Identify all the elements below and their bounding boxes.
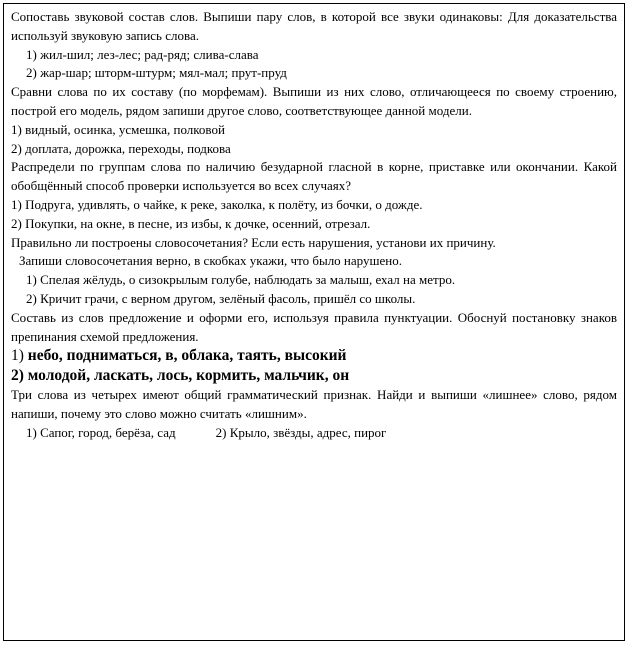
task-5-item-1-number: 1)	[11, 347, 24, 365]
task-1-item-1: 1) жил-шил; лез-лес; рад-ряд; слива-слава	[26, 46, 259, 62]
task-6-item-2: 2) Крыло, звёзды, адрес, пирог	[215, 424, 387, 440]
task-2-item-2: 2) доплата, дорожка, переходы, подкова	[11, 140, 231, 156]
task-4-intro: Правильно ли построены словосочетания? Если есть нарушения, установи их причину.	[11, 234, 496, 250]
task-1-intro: Сопоставь звуковой состав слов. Выпиши пару слов, в которой все звуки одинаковы: Для доказательства используй звуковую запись слова.	[11, 9, 617, 43]
task-5-item-1-words: небо, подниматься, в, облака, таять, высокий	[27, 347, 347, 365]
task-4-subtext: Запиши словосочетания верно, в скобках укажи, что было нарушено.	[19, 253, 402, 269]
text-frame	[3, 3, 625, 641]
worksheet	[11, 8, 617, 443]
task-5-item-2	[11, 366, 617, 386]
task-2-intro: Сравни слова по их составу (по морфемам). Выпиши из них слово, отличающееся по своему строению, построй его модель, рядом запиши другое слово, соответствующее данной модели.	[11, 84, 617, 118]
task-6-items	[11, 424, 617, 443]
task-3-intro: Распредели по группам слова по наличию безударной гласной в корне, приставке или окончании. Какой обобщённый способ проверки используется во всех случаях?	[11, 159, 617, 194]
task-4-item-2: 2) Кричит грачи, с верном другом, зелёный фасоль, пришёл со школы.	[26, 290, 416, 306]
task-5-intro: Составь из слов предложение и оформи его, используя правила пунктуации. Обоснуй постановку знаков препинания схемой предложения.	[11, 309, 617, 344]
task-1-item-2: 2) жар-шар; шторм-штурм; мял-мал; прут-пруд	[26, 65, 287, 81]
task-2-item-1: 1) видный, осинка, усмешка, полковой	[11, 121, 225, 137]
task-3-item-2: 2) Покупки, на окне, в песне, из избы, к дочке, осенний, отрезал.	[11, 215, 371, 231]
task-5-item-2-number: 2)	[11, 367, 24, 385]
task-6-intro: Три слова из четырех имеют общий грамматический признак. Найди и выпиши «лишнее» слово, рядом напиши, почему это слово можно считать «лишним».	[11, 387, 617, 422]
task-5-item-2-words: молодой, ласкать, лось, кормить, мальчик, он	[27, 367, 350, 385]
task-6-item-1: 1) Сапог, город, берёза, сад	[26, 424, 176, 440]
task-5-item-1	[11, 346, 617, 366]
task-3-item-1: 1) Подруга, удивлять, о чайке, к реке, заколка, к полёту, из бочки, о дожде.	[11, 196, 423, 212]
task-4-item-1: 1) Спелая жёлудь, о сизокрылым голубе, наблюдать за малыш, ехал на метро.	[26, 272, 456, 288]
